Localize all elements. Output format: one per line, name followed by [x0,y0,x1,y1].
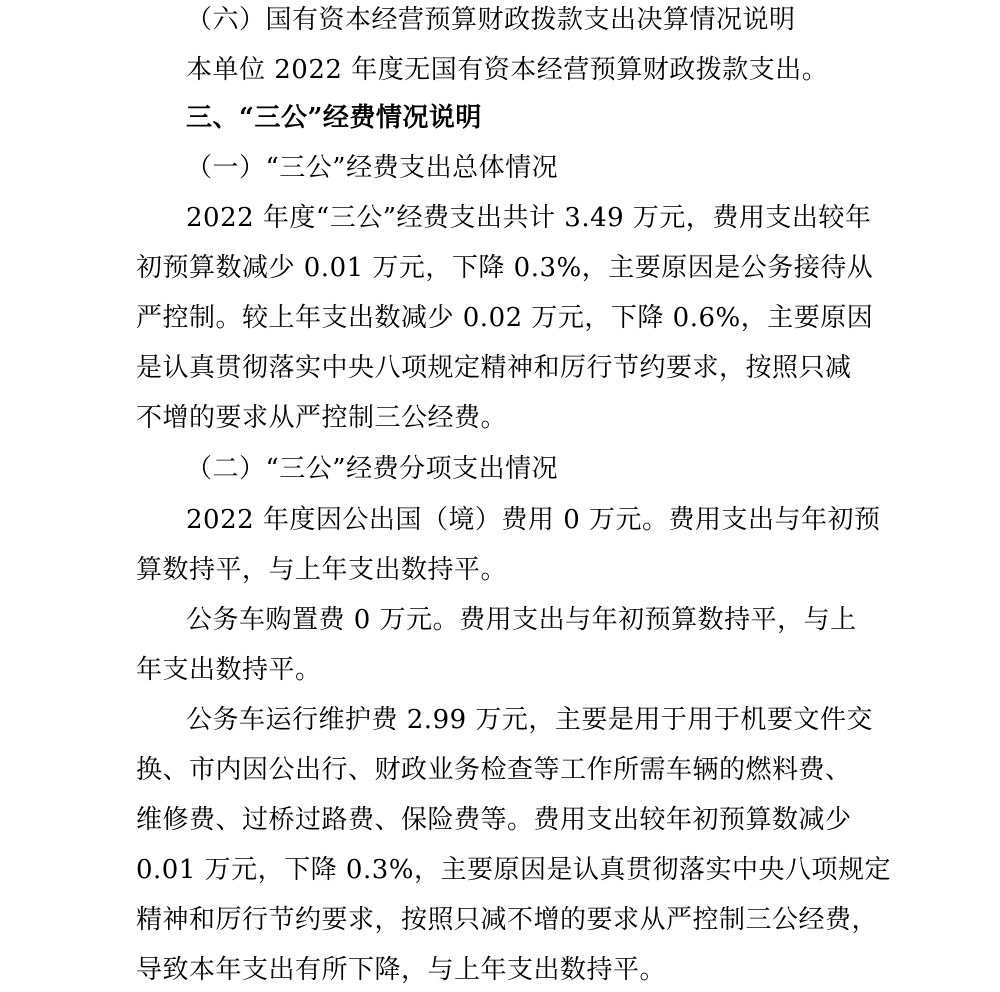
paragraph-line: 初预算数减少 0.01 万元，下降 0.3%，主要原因是公务接待从 [136,253,874,283]
subsection-heading-2: （二）“三公”经费分项支出情况 [186,454,559,484]
paragraph-line: 是认真贯彻落实中央八项规定精神和厉行节约要求，按照只减 [136,353,852,383]
paragraph-line: 公务车运行维护费 2.99 万元，主要是用于用于机要文件交 [186,705,873,735]
paragraph-line: 算数持平，与上年支出数持平。 [136,555,508,585]
paragraph-line: 精神和厉行节约要求，按照只减不增的要求从严控制三公经费， [136,905,879,935]
paragraph-line: 0.01 万元，下降 0.3%，主要原因是认真贯彻落实中央八项规定 [136,855,891,885]
paragraph-line: 换、市内因公出行、财政业务检查等工作所需车辆的燃料费、 [136,755,852,785]
paragraph-line: 严控制。较上年支出数减少 0.02 万元，下降 0.6%，主要原因 [136,303,874,333]
subsection-heading-6: （六）国有资本经营预算财政拨款支出决算情况说明 [186,5,796,35]
paragraph-line: 年支出数持平。 [136,655,322,685]
paragraph-line: 公务车购置费 0 万元。费用支出与年初预算数持平，与上 [186,605,857,635]
paragraph-line: 维修费、过桥过路费、保险费等。费用支出较年初预算数减少 [136,805,852,835]
section-heading-3: 三、“三公”经费情况说明 [186,103,482,133]
subsection-heading-1: （一）“三公”经费支出总体情况 [186,153,559,183]
paragraph-line: 导致本年支出有所下降，与上年支出数持平。 [136,955,667,985]
paragraph-line: 不增的要求从严控制三公经费。 [136,403,508,433]
paragraph-line: 2022 年度因公出国（境）费用 0 万元。费用支出与年初预 [186,505,881,535]
paragraph-line: 2022 年度“三公”经费支出共计 3.49 万元，费用支出较年 [186,203,872,233]
paragraph-line: 本单位 2022 年度无国有资本经营预算财政拨款支出。 [186,55,829,85]
